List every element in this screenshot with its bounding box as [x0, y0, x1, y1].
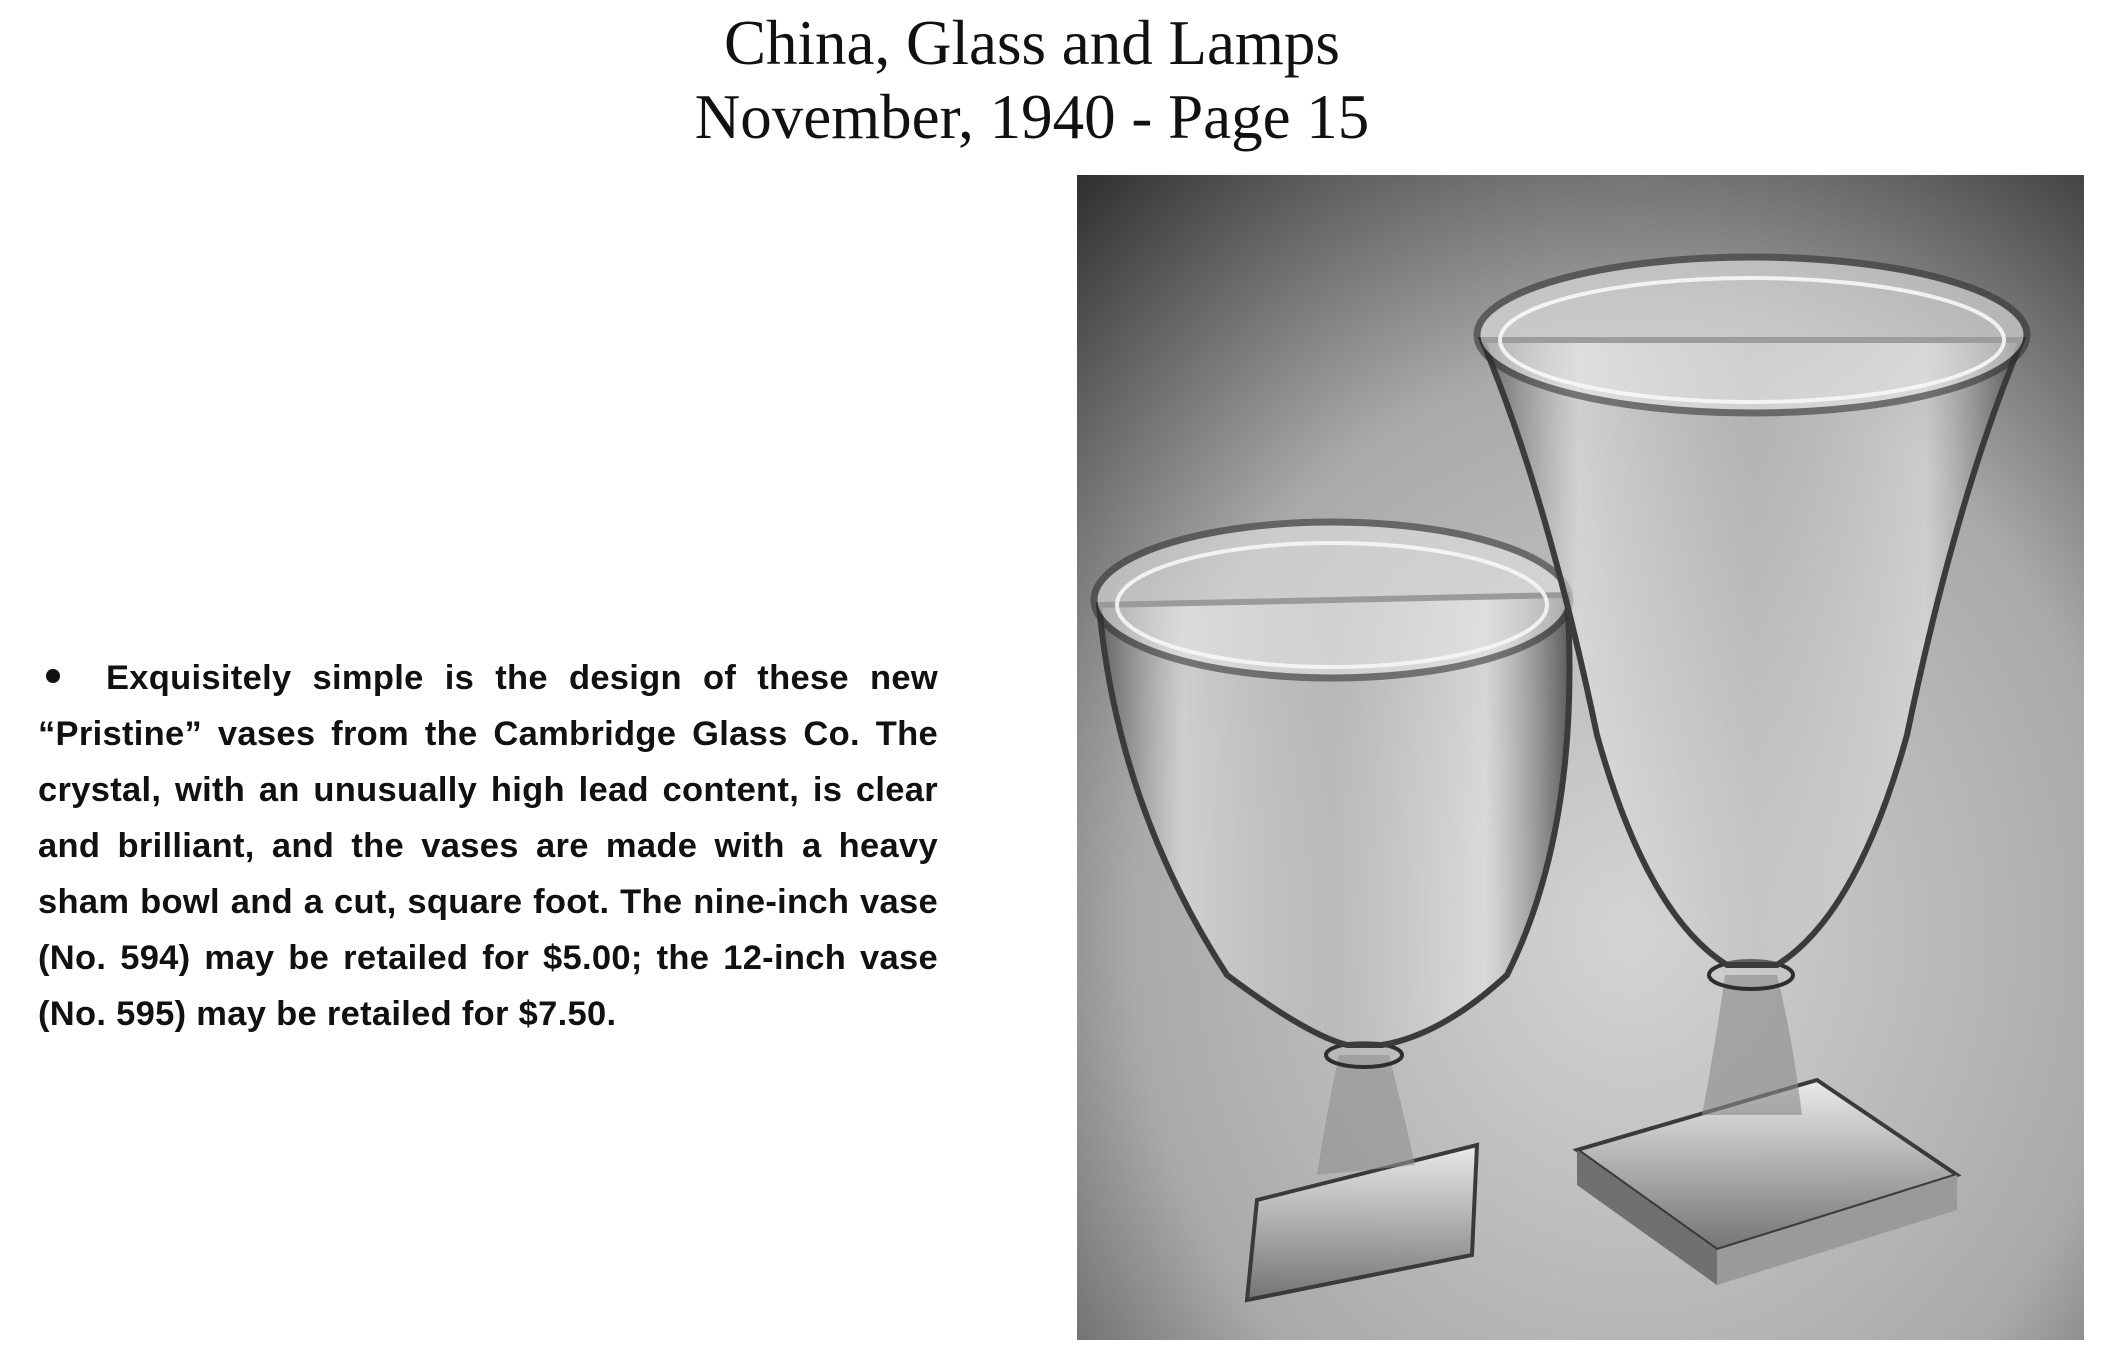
- page-header: [0, 6, 2104, 154]
- publication-title: China, Glass and Lamps: [724, 8, 1340, 78]
- article-body: Exquisitely simple is the design of these new “Pristine” vases from the Cambridge Glass Co. The crystal, with an unusually high lead content, is clear and brilliant, and the vases are made with a heavy sham bowl and a cut, square foot. The nine-inch vase (No. 594) may be retailed for $5.00; the 12-inch vase (No. 595) may be retailed for $7.50.: [38, 659, 938, 1033]
- bullet-icon: [46, 669, 60, 683]
- article-text-block: [38, 650, 938, 1042]
- issue-date-page: November, 1940 - Page 15: [694, 82, 1370, 152]
- vases-photograph: [1077, 175, 2084, 1340]
